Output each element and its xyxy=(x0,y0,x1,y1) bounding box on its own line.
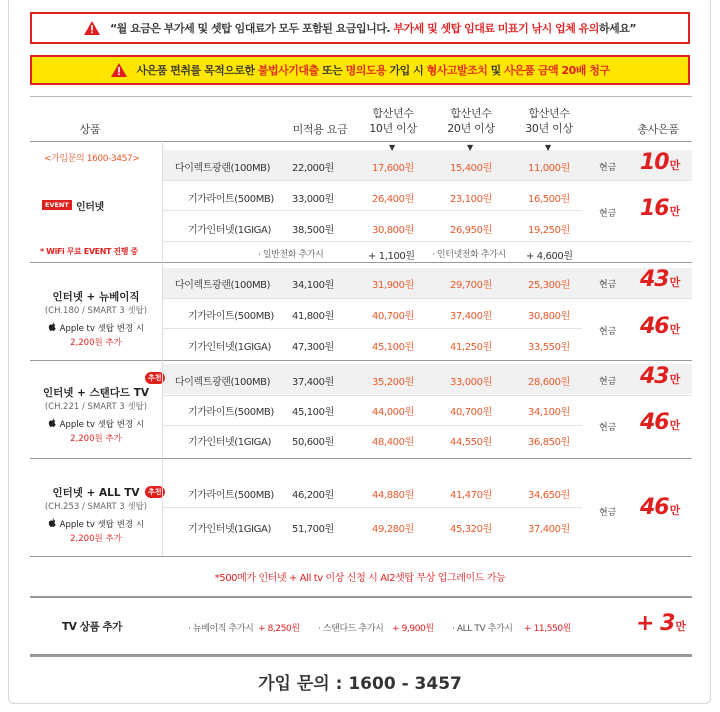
price-10y: 49,280원 xyxy=(372,524,414,535)
price-10y: 48,400원 xyxy=(372,437,414,448)
plan-name: 다이렉트광랜(100MB) xyxy=(175,163,271,174)
extra-phone-value: + 1,100원 xyxy=(368,251,415,262)
arrow-down-icon: ▼ xyxy=(467,143,474,152)
price-20y: 41,470원 xyxy=(450,490,492,501)
price-10y: 26,400원 xyxy=(372,194,414,205)
tv-add-standard-label: · 스탠다드 추가시 xyxy=(318,624,384,634)
footer-contact: 가입 문의 : 1600 - 3457 xyxy=(258,674,462,694)
row-border xyxy=(162,425,582,426)
tv-add-bottom-border xyxy=(30,654,692,657)
cash-label: 현금 xyxy=(599,209,617,219)
header-border xyxy=(30,141,692,142)
plan-name: 다이렉트광랜(100MB) xyxy=(175,377,271,388)
apple-icon xyxy=(48,324,57,334)
warning-icon xyxy=(111,63,127,77)
section-border xyxy=(30,556,692,557)
price-10y: 31,900원 xyxy=(372,280,414,291)
gift-amount: 46만 xyxy=(640,314,680,339)
price-30y: 33,550원 xyxy=(528,342,570,353)
arrow-down-icon: ▼ xyxy=(389,143,396,152)
product-standard: 인터넷 + 스탠다드 TV (CH.221 / SMART 3 셋탑) Apple tv 셋탑 변경 시 2,200원 추가 xyxy=(42,387,150,444)
price-20y: 23,100원 xyxy=(450,194,492,205)
notice1-prefix: “월 요금은 부가세 및 셋탑 임대료가 모두 포함된 요금입니다. xyxy=(109,22,391,35)
tv-add-gift: + 3만 xyxy=(636,611,686,636)
cash-label: 현금 xyxy=(599,508,617,518)
header-product: 상품 xyxy=(79,123,101,136)
divider xyxy=(162,262,163,360)
plan-name: 기가라이트(500MB) xyxy=(188,490,274,501)
header-30y: 합산년수 30년 이상 xyxy=(525,107,573,135)
event-badge: EVENT xyxy=(42,200,72,210)
price-20y: 44,550원 xyxy=(450,437,492,448)
cash-label: 현금 xyxy=(599,163,617,173)
price-20y: 37,400원 xyxy=(450,311,492,322)
tv-add-top-border xyxy=(30,596,692,598)
row-border xyxy=(162,328,582,329)
base-price: 34,100원 xyxy=(292,280,334,291)
price-20y: 15,400원 xyxy=(450,163,492,174)
cash-label: 현금 xyxy=(599,280,617,290)
section-border xyxy=(30,458,692,459)
price-30y: 25,300원 xyxy=(528,280,570,291)
plan-name: 기가인터넷(1GIGA) xyxy=(188,437,271,448)
upgrade-note: *500메가 인터넷 + All tv 이상 신청 시 AI2셋탑 무상 업그레이드 가능 xyxy=(214,573,506,584)
price-20y: 40,700원 xyxy=(450,407,492,418)
apple-icon xyxy=(48,420,57,430)
row-border xyxy=(162,180,692,181)
tv-add-alltv-value: + 11,550원 xyxy=(524,624,571,634)
plan-name: 기가인터넷(1GIGA) xyxy=(188,225,271,236)
price-30y: 11,000원 xyxy=(528,163,570,174)
price-10y: 17,600원 xyxy=(372,163,414,174)
base-price: 38,500원 xyxy=(292,225,334,236)
divider xyxy=(162,141,163,262)
plan-name: 다이렉트광랜(100MB) xyxy=(175,280,271,291)
base-price: 45,100원 xyxy=(292,407,334,418)
base-price: 51,700원 xyxy=(292,524,334,535)
base-price: 37,400원 xyxy=(292,377,334,388)
base-price: 47,300원 xyxy=(292,342,334,353)
tv-add-label: TV 상품 추가 xyxy=(62,621,122,633)
price-30y: 28,600원 xyxy=(528,377,570,388)
base-price: 22,000원 xyxy=(292,163,334,174)
cash-label: 현금 xyxy=(599,327,617,337)
gift-amount: 46만 xyxy=(640,410,680,435)
tv-add-basic-value: + 8,250원 xyxy=(258,624,300,634)
base-price: 50,600원 xyxy=(292,437,334,448)
base-price: 41,800원 xyxy=(292,311,334,322)
plan-name: 기가인터넷(1GIGA) xyxy=(188,524,271,535)
notice2-text: 사은품 편취를 목적으로한 불법사기대출 또는 명의도용 가입 시 형사고발조치 및 사은품 금액 20배 청구 xyxy=(136,64,610,77)
extra-phone-label: · 일반전화 추가시 xyxy=(258,250,324,260)
price-20y: 29,700원 xyxy=(450,280,492,291)
internet-phone: <가입문의 1600-3457> xyxy=(44,154,140,164)
plan-name: 기가라이트(500MB) xyxy=(188,407,274,418)
gift-amount: 10만 xyxy=(640,150,680,175)
notice-vat-included xyxy=(30,12,690,44)
plan-name: 기가인터넷(1GIGA) xyxy=(188,342,271,353)
price-10y: 30,800원 xyxy=(372,225,414,236)
cash-label: 현금 xyxy=(599,423,617,433)
notice-fraud-warning xyxy=(30,55,690,85)
gift-amount: 43만 xyxy=(640,364,680,389)
base-price: 33,000원 xyxy=(292,194,334,205)
price-20y: 45,320원 xyxy=(450,524,492,535)
row-border xyxy=(162,507,582,508)
price-10y: 35,200원 xyxy=(372,377,414,388)
price-20y: 41,250원 xyxy=(450,342,492,353)
header-20y: 합산년수 20년 이상 xyxy=(447,107,495,135)
row-border xyxy=(162,395,692,396)
price-30y: 37,400원 xyxy=(528,524,570,535)
apple-icon xyxy=(48,520,57,530)
row-border xyxy=(162,298,692,299)
divider xyxy=(162,360,163,458)
arrow-down-icon: ▼ xyxy=(545,143,552,152)
price-20y: 26,950원 xyxy=(450,225,492,236)
price-30y: 30,800원 xyxy=(528,311,570,322)
section-border xyxy=(30,360,692,361)
product-alltv: 인터넷 + ALL TV (CH.253 / SMART 3 셋탑) Apple tv 셋탑 변경 시 2,200원 추가 xyxy=(44,487,148,544)
product-basic: 인터넷 + 뉴베이직 (CH.180 / SMART 3 셋탑) Apple tv 셋탑 변경 시 2,200원 추가 xyxy=(44,291,148,348)
header-gift: 총사은품 xyxy=(637,123,679,136)
gift-amount: 43만 xyxy=(640,267,680,292)
row-border xyxy=(162,241,692,242)
price-30y: 19,250원 xyxy=(528,225,570,236)
price-30y: 16,500원 xyxy=(528,194,570,205)
table-top-border xyxy=(30,96,692,97)
gift-amount: 46만 xyxy=(640,495,680,520)
price-10y: 44,880원 xyxy=(372,490,414,501)
header-10y: 합산년수 10년 이상 xyxy=(369,107,417,135)
header-unused: 미적용 요금 xyxy=(292,123,348,136)
tv-add-basic-label: · 뉴베이직 추가시 xyxy=(188,624,254,634)
plan-name: 기가라이트(500MB) xyxy=(188,194,274,205)
base-price: 46,200원 xyxy=(292,490,334,501)
internet-name: 인터넷 xyxy=(76,202,104,213)
recommend-badge: 추천 xyxy=(145,372,165,384)
section-border xyxy=(30,262,692,263)
row-border xyxy=(162,210,582,211)
price-10y: 44,000원 xyxy=(372,407,414,418)
tv-add-alltv-label: · ALL TV 추가시 xyxy=(452,624,513,634)
tv-add-standard-value: + 9,900원 xyxy=(392,624,434,634)
price-10y: 45,100원 xyxy=(372,342,414,353)
wifi-event: * WiFi 무료 EVENT 진행 중 xyxy=(40,247,138,256)
plan-name: 기가라이트(500MB) xyxy=(188,311,274,322)
recommend-badge: 추천 xyxy=(145,486,165,498)
price-30y: 36,850원 xyxy=(528,437,570,448)
notice1-red: 부가세 및 셋탑 임대료 미표기 낚시 업체 유의 xyxy=(393,22,599,35)
warning-icon xyxy=(84,21,100,35)
extra-voip-value: + 4,600원 xyxy=(526,251,573,262)
cash-label: 현금 xyxy=(599,377,617,387)
notice1-suffix: 하세요” xyxy=(598,22,637,35)
price-30y: 34,650원 xyxy=(528,490,570,501)
price-20y: 33,000원 xyxy=(450,377,492,388)
price-30y: 34,100원 xyxy=(528,407,570,418)
extra-voip-label: · 인터넷전화 추가시 xyxy=(432,250,506,260)
gift-amount: 16만 xyxy=(640,196,680,221)
price-10y: 40,700원 xyxy=(372,311,414,322)
